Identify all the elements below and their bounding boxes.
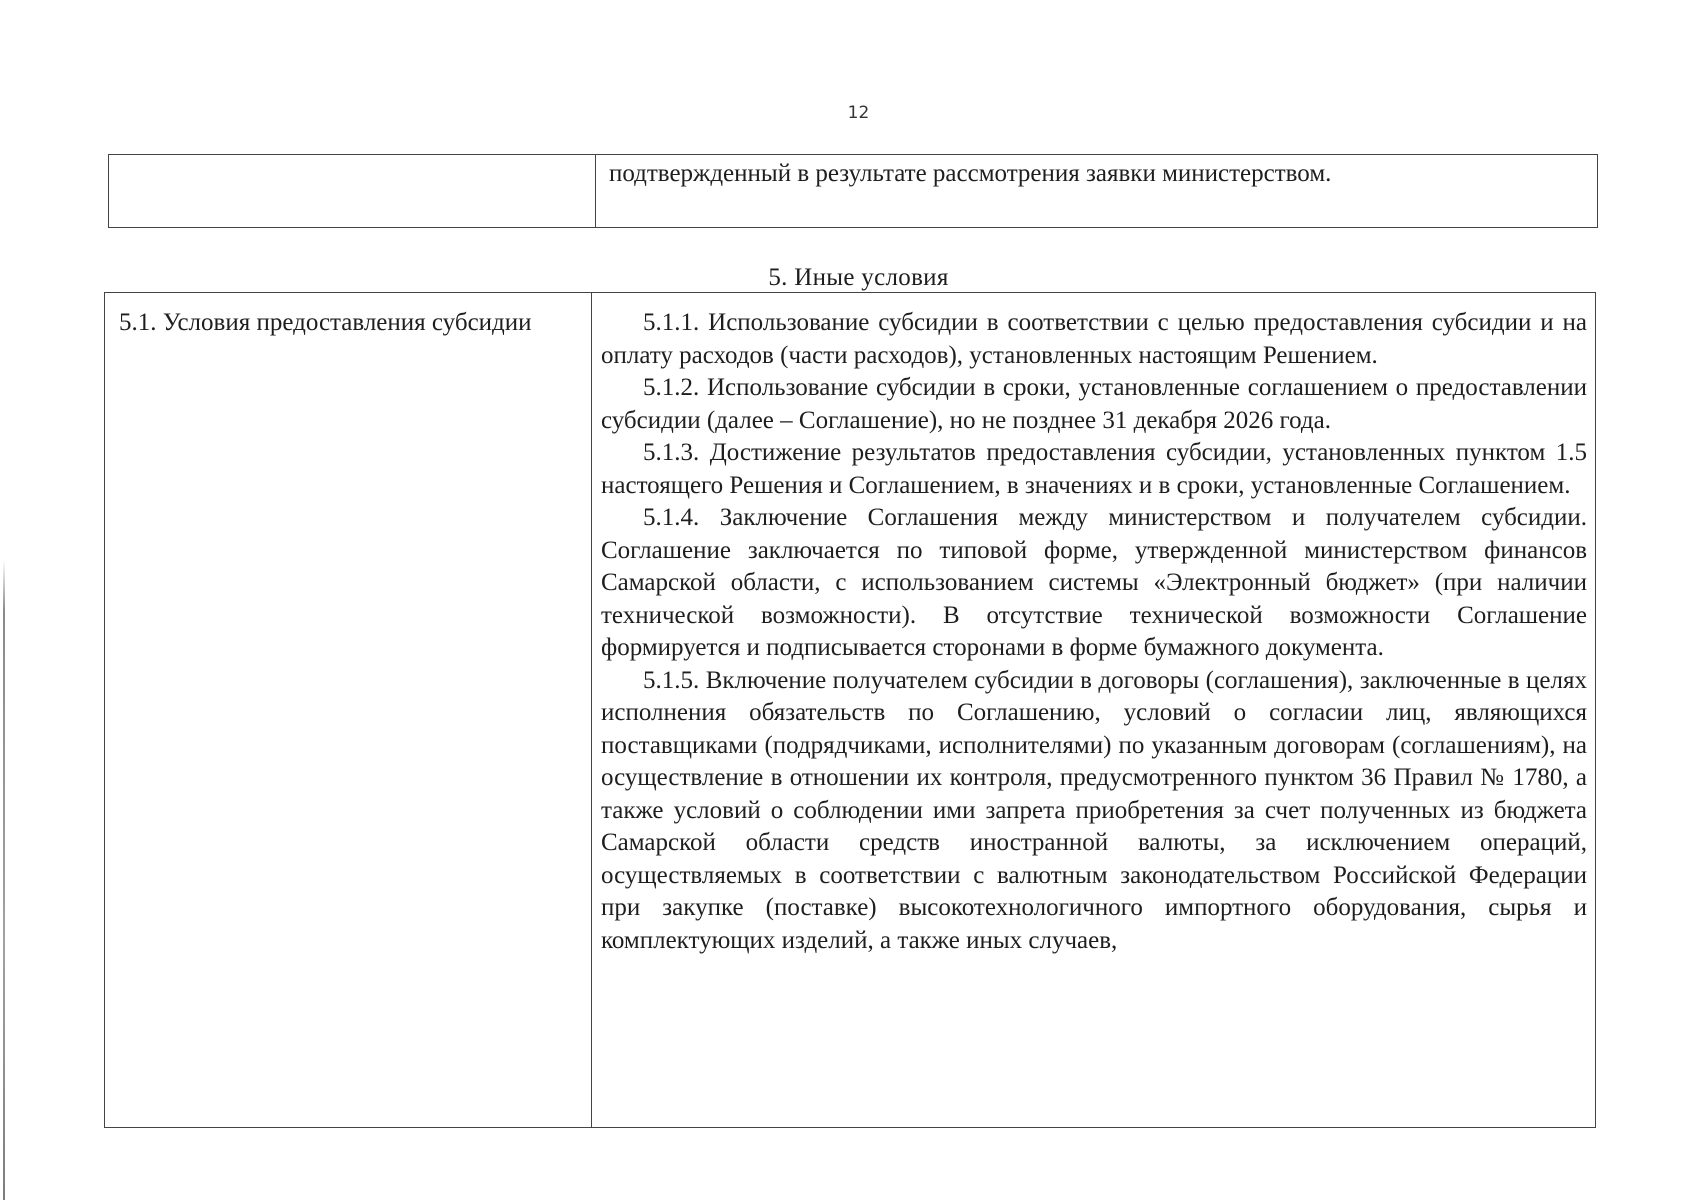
page-number: 12	[847, 103, 870, 123]
clause-5-1-1: 5.1.1. Использование субсидии в соответствии с целью предоставления субсидии и на оплату расходов (части расходов), установленных настоящим Решением.	[601, 309, 1587, 369]
condition-heading: 5.1. Условия предоставления субсидии	[119, 309, 532, 336]
clause-5-1-4: 5.1.4. Заключение Соглашения между министерством и получателем субсидии. Соглашение заключается по типовой форме, утвержденной министерством финансов Самарской области, с использованием системы «Электронный бюджет» (при наличии технической возможности). В отсутствие технической возможности Соглашение формируется и подписывается сторонами в форме бумажного документа.	[601, 504, 1587, 661]
column-divider	[591, 293, 592, 1127]
scan-edge-shadow	[3, 560, 5, 1200]
column-divider	[595, 155, 596, 227]
continuation-table	[108, 154, 1598, 228]
conditions-table	[104, 292, 1596, 1128]
condition-details	[601, 307, 1587, 957]
clause-5-1-5: 5.1.5. Включение получателем субсидии в договоры (соглашения), заключенные в целях исполнения обязательств по Соглашению, условий о согласии лиц, являющихся поставщиками (подрядчиками, исполнителями) по указанным договорам (соглашениям), на осуществление в отношении их контроля, предусмотренного пунктом 36 Правил № 1780, а также условий о соблюдении ими запрета приобретения за счет полученных из бюджета Самарской области средств иностранной валюты, за исключением операций, осуществляемых в соответствии с валютным законодательством Российской Федерации при закупке (поставке) высокотехнологичного импортного оборудования, сырья и комплектующих изделий, а также иных случаев,	[601, 666, 1587, 954]
continuation-cell-text: подтвержденный в результате рассмотрения заявки министерством.	[609, 160, 1332, 187]
section-title: 5. Иные условия	[768, 264, 949, 291]
clause-5-1-3: 5.1.3. Достижение результатов предоставления субсидии, установленных пунктом 1.5 настоящего Решения и Соглашением, в значениях и в сроки, установленные Соглашением.	[601, 439, 1587, 499]
clause-5-1-2: 5.1.2. Использование субсидии в сроки, установленные соглашением о предоставлении субсидии (далее – Соглашение), но не позднее 31 декабря 2026 года.	[601, 374, 1587, 434]
